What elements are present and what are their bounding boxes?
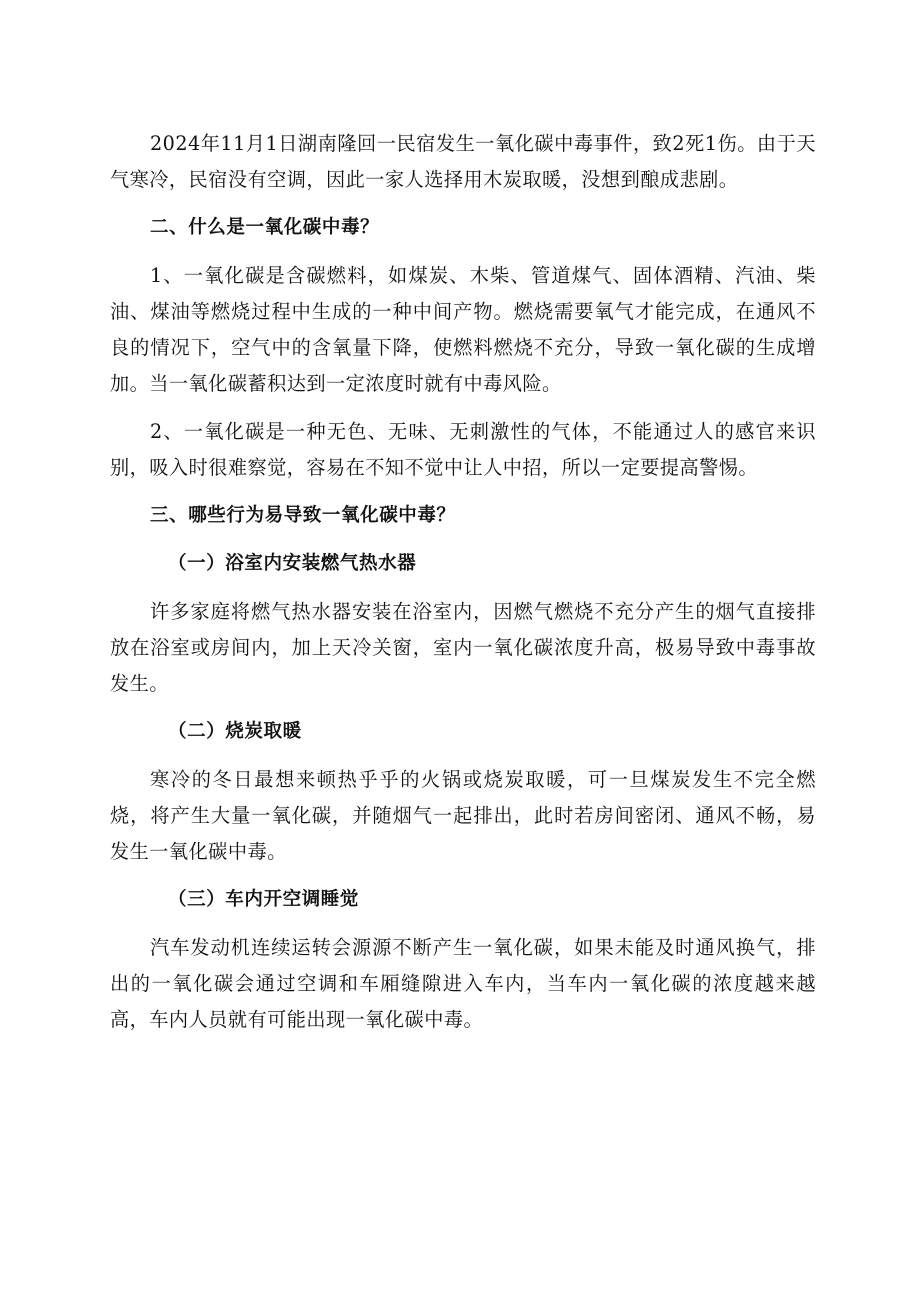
paragraph-car-air-conditioning: 汽车发动机连续运转会源源不断产生一氧化碳，如果未能及时通风换气，排出的一氧化碳会通过空调和车厢缝隙进入车内，当车内一氧化碳的浓度越来越高，车内人员就有可能出现一氧化碳中毒。 — [110, 936, 816, 1031]
section-heading-what-is-co-poisoning: 二、什么是一氧化碳中毒？ — [150, 217, 380, 238]
document-body — [110, 126, 816, 1038]
subheading-charcoal-heating: （二）烧炭取暖 — [168, 721, 302, 742]
intro-paragraph: 2024年11月1日湖南隆回一民宿发生一氧化碳中毒事件，致2死1伤。由于天气寒冷，民宿没有空调，因此一家人选择用木炭取暖，没想到酿成悲剧。 — [110, 132, 816, 191]
subheading-bathroom-water-heater: （一）浴室内安装燃气热水器 — [168, 553, 417, 574]
co-properties-paragraph: 2、一氧化碳是一种无色、无味、无刺激性的气体，不能通过人的感官来识别，吸入时很难察觉，容易在不知不觉中让人中招，所以一定要提高警惕。 — [110, 420, 816, 479]
subheading-car-air-conditioning: （三）车内开空调睡觉 — [168, 889, 360, 910]
section-heading-risk-behaviors: 三、哪些行为易导致一氧化碳中毒？ — [150, 505, 456, 526]
paragraph-bathroom-water-heater: 许多家庭将燃气热水器安装在浴室内，因燃气燃烧不充分产生的烟气直接排放在浴室或房间内，加上天冷关窗，室内一氧化碳浓度升高，极易导致中毒事故发生。 — [110, 600, 816, 695]
co-definition-paragraph: 1、一氧化碳是含碳燃料，如煤炭、木柴、管道煤气、固体酒精、汽油、柴油、煤油等燃烧过程中生成的一种中间产物。燃烧需要氧气才能完成，在通风不良的情况下，空气中的含氧量下降，使燃料燃烧不充分，导致一氧化碳的生成增加。当一氧化碳蓄积达到一定浓度时就有中毒风险。 — [110, 264, 816, 395]
paragraph-charcoal-heating: 寒冷的冬日最想来顿热乎乎的火锅或烧炭取暖，可一旦煤炭发生不完全燃烧，将产生大量一氧化碳，并随烟气一起排出，此时若房间密闭、通风不畅，易发生一氧化碳中毒。 — [110, 768, 816, 863]
